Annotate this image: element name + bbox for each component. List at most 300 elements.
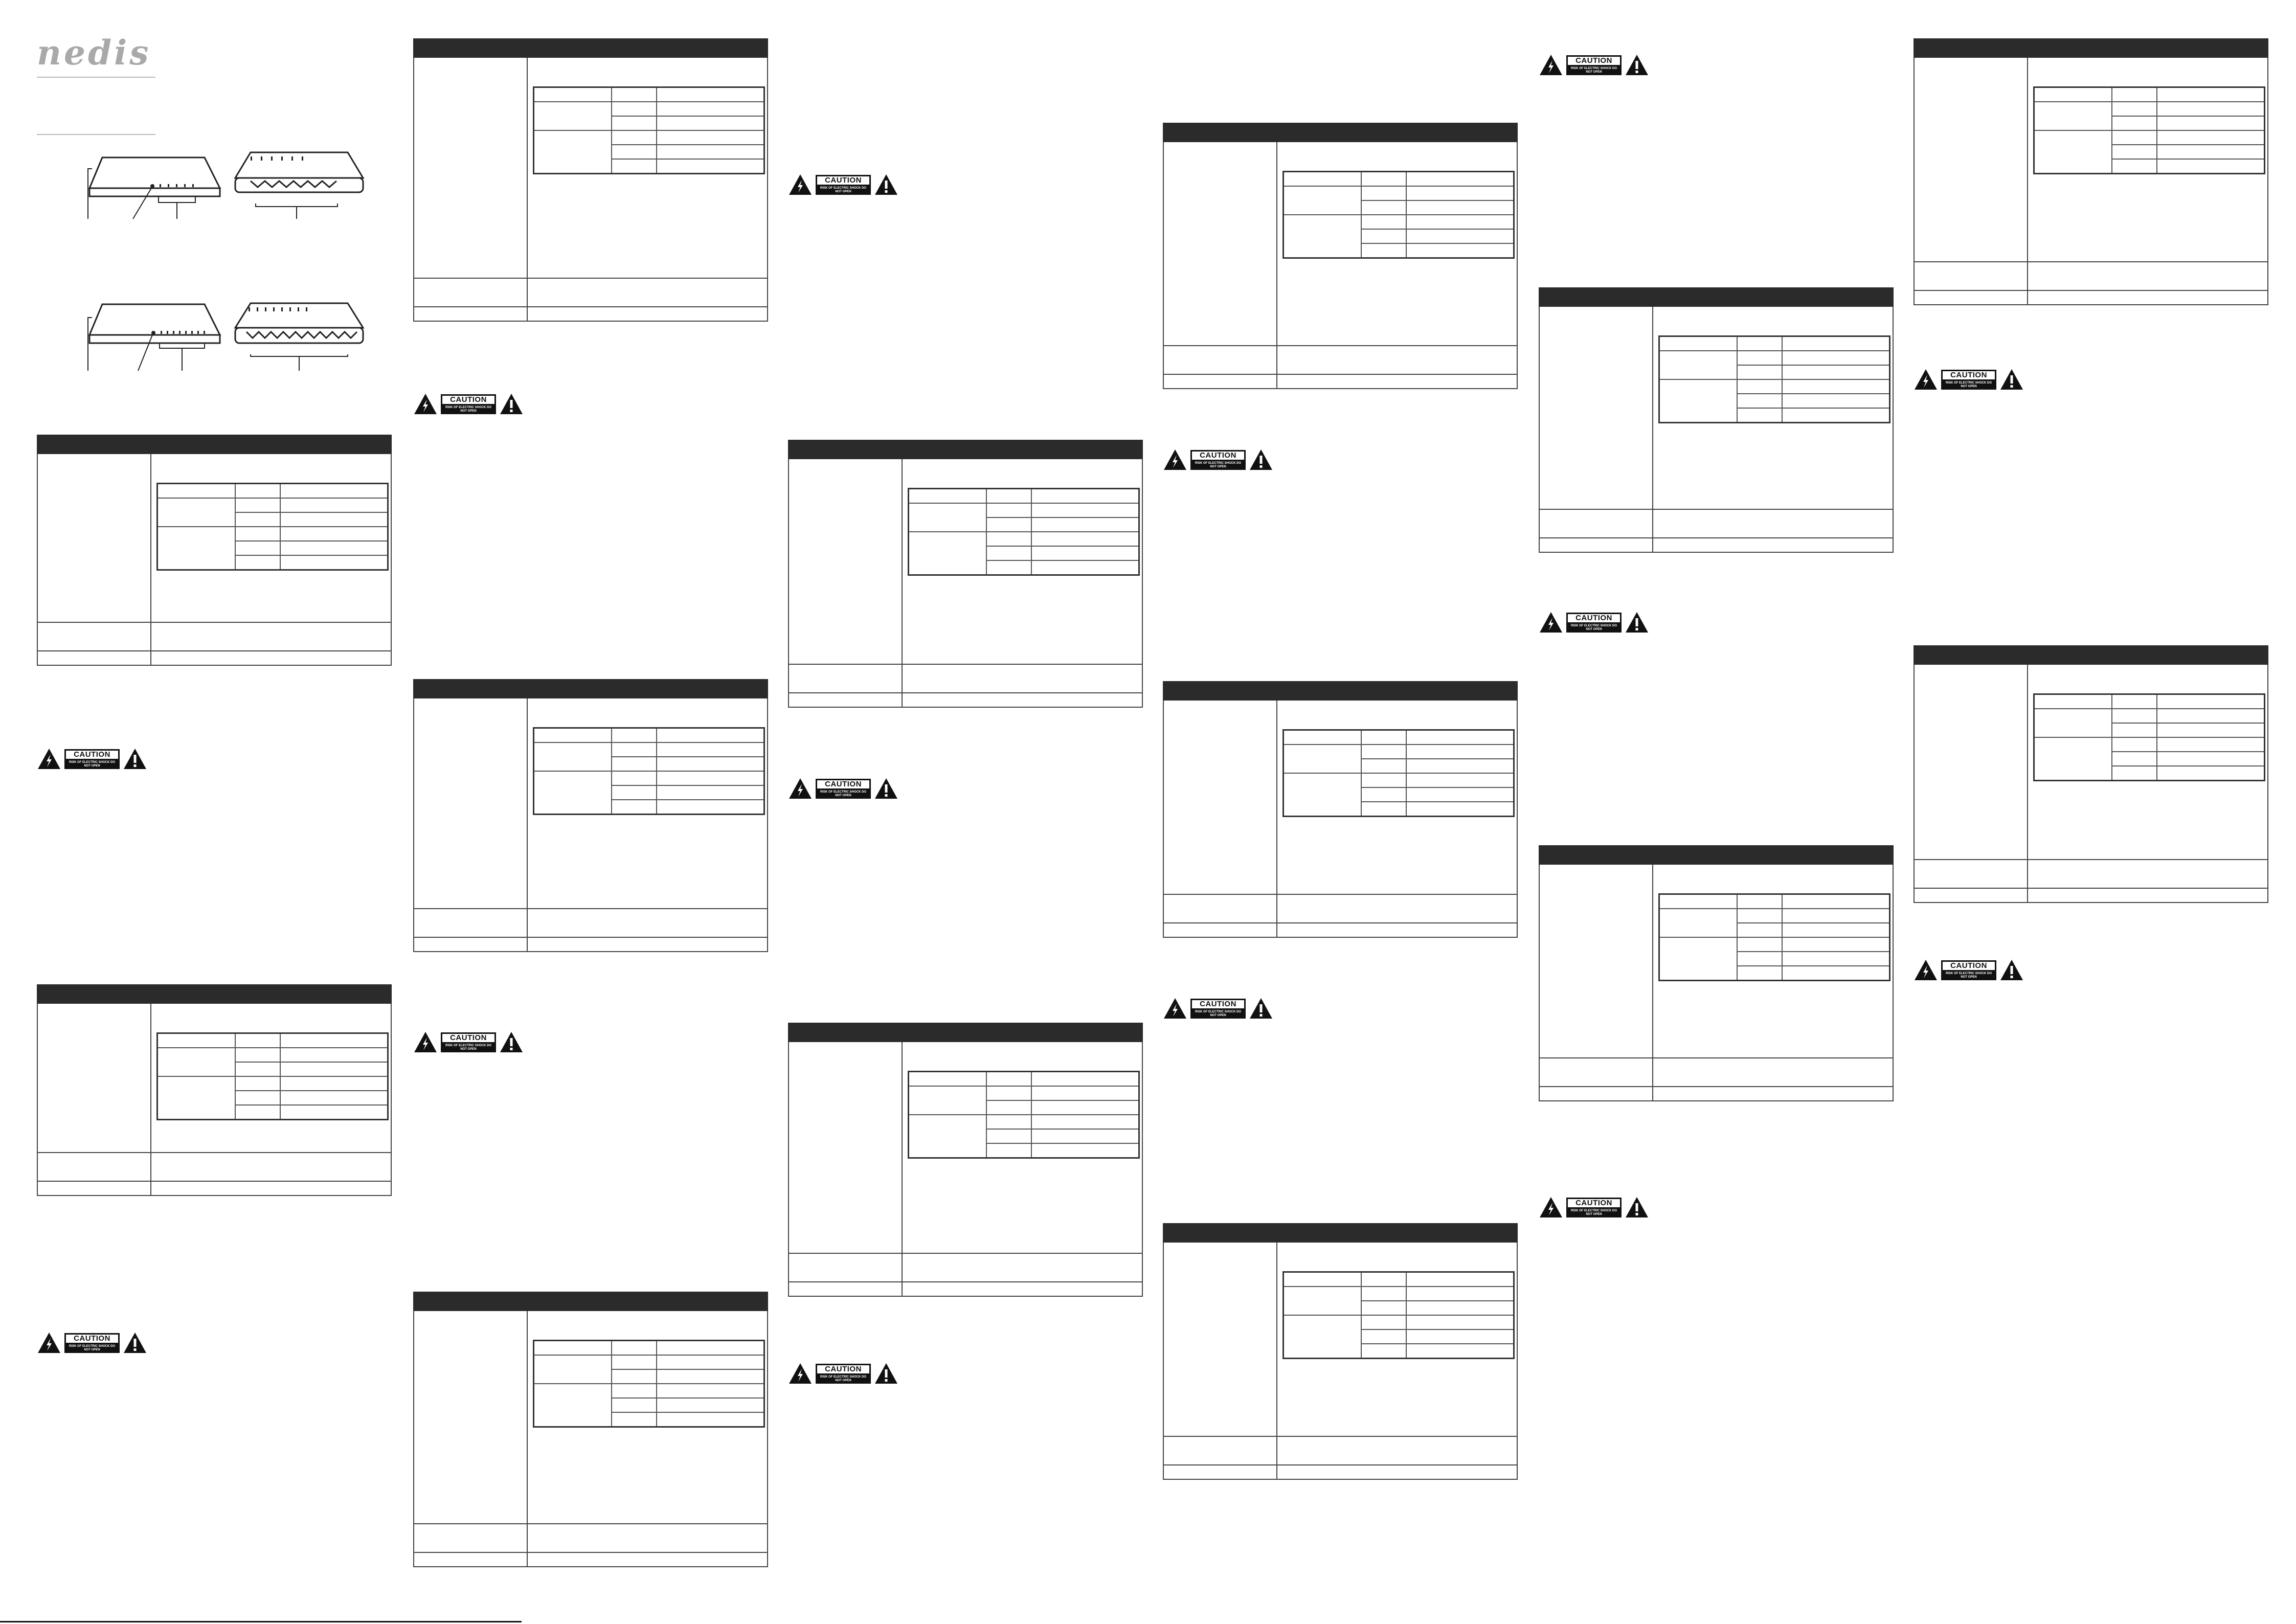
- table-row: [909, 489, 1139, 504]
- spec-row: [1164, 1437, 1517, 1464]
- spec-label-cell: [789, 459, 903, 664]
- spec-value-cell: [151, 651, 391, 665]
- caution-badge: [1190, 999, 1246, 1019]
- caution-title: CAUTION: [1566, 55, 1622, 66]
- spec-value-cell: [151, 1153, 391, 1181]
- spec-label-cell: [1164, 1437, 1277, 1464]
- spec-body: [1914, 58, 2268, 305]
- spec-value-cell: [903, 665, 1142, 692]
- table-row: [157, 1076, 388, 1091]
- table-row: [157, 527, 388, 541]
- spec-label-cell: [1540, 1058, 1653, 1086]
- electric-shock-warning-icon: [413, 393, 438, 415]
- spec-main-row: [1164, 142, 1517, 346]
- table-row: [2034, 694, 2265, 709]
- spec-value-cell: [2028, 262, 2267, 290]
- table-row: [534, 1355, 764, 1369]
- spec-table: [413, 1292, 768, 1567]
- spec-row: [789, 665, 1142, 692]
- spec-table: [413, 38, 768, 322]
- spec-value-cell: [151, 623, 391, 650]
- caution-label: [1539, 611, 1649, 634]
- spec-value-cell: [1277, 923, 1517, 937]
- caution-label: [788, 173, 898, 196]
- spec-label-cell: [789, 665, 903, 692]
- exclamation-warning-icon: [1999, 368, 2024, 391]
- caution-subtitle: RISK OF ELECTRIC SHOCK DO NOT OPEN: [1566, 624, 1622, 633]
- table-row: [534, 1384, 764, 1398]
- spec-header-bar: [37, 984, 392, 1004]
- spec-table: [788, 440, 1143, 708]
- spec-row: [414, 279, 767, 306]
- spec-row: [1164, 895, 1517, 922]
- spec-main-row: [1540, 307, 1893, 510]
- spec-table: [37, 984, 392, 1196]
- caution-badge: [1190, 450, 1246, 470]
- spec-label-cell: [1540, 1087, 1653, 1100]
- exclamation-warning-icon: [1249, 997, 1273, 1020]
- spec-main-row: [414, 58, 767, 279]
- spec-header-bar: [37, 435, 392, 454]
- caution-title: CAUTION: [1566, 613, 1622, 624]
- table-row: [534, 728, 764, 743]
- spec-row: [1915, 860, 2267, 888]
- spec-row: [1164, 1464, 1517, 1479]
- caution-badge: [1566, 1198, 1622, 1217]
- spec-header-bar: [788, 440, 1143, 459]
- table-row: [1284, 1272, 1514, 1287]
- caution-label: [788, 1362, 898, 1385]
- spec-main-row: [38, 1004, 391, 1153]
- spec-body: [788, 1042, 1143, 1297]
- exclamation-warning-icon: [874, 1362, 898, 1385]
- spec-value-cell: [1277, 346, 1517, 374]
- spec-label-cell: [414, 279, 528, 306]
- spec-label-cell: [414, 307, 528, 321]
- spec-label-cell: [414, 58, 528, 278]
- electric-shock-warning-icon: [788, 1362, 813, 1385]
- spec-value-cell: [1277, 142, 1517, 345]
- table-row: [1659, 894, 1890, 909]
- electric-shock-warning-icon: [1914, 368, 1938, 391]
- electric-shock-warning-icon: [1914, 959, 1938, 981]
- spec-row: [1915, 290, 2267, 304]
- spec-label-cell: [1164, 1465, 1277, 1479]
- spec-table: [788, 1023, 1143, 1297]
- spec-label-cell: [1915, 889, 2028, 902]
- caution-label: [37, 1332, 147, 1354]
- spec-row: [789, 692, 1142, 707]
- spec-header-bar: [1539, 845, 1894, 865]
- spec-value-cell: [2028, 665, 2267, 859]
- footer-line: [0, 1621, 522, 1622]
- caution-badge: [441, 1032, 496, 1052]
- section-divider: [37, 134, 155, 135]
- spec-inner-table: [156, 483, 389, 571]
- spec-row: [414, 1552, 767, 1566]
- exclamation-warning-icon: [499, 393, 524, 415]
- spec-label-cell: [1540, 538, 1653, 552]
- exclamation-warning-icon: [123, 748, 147, 770]
- spec-table: [1163, 1223, 1518, 1480]
- spec-label-cell: [38, 1153, 151, 1181]
- spec-main-row: [789, 1042, 1142, 1254]
- spec-label-cell: [1540, 307, 1653, 509]
- spec-inner-table: [1282, 729, 1515, 817]
- exclamation-warning-icon: [123, 1332, 147, 1354]
- electric-shock-warning-icon: [788, 777, 813, 800]
- electric-shock-warning-icon: [1163, 997, 1187, 1020]
- spec-row: [38, 623, 391, 650]
- table-row: [534, 102, 764, 116]
- caution-badge: [816, 175, 871, 195]
- spec-label-cell: [1540, 510, 1653, 537]
- spec-row: [1164, 374, 1517, 388]
- spec-inner-table: [2033, 693, 2265, 781]
- spec-label-cell: [789, 693, 903, 707]
- spec-label-cell: [414, 698, 528, 908]
- caution-label: [1163, 997, 1273, 1020]
- spec-value-cell: [528, 279, 767, 306]
- caution-subtitle: RISK OF ELECTRIC SHOCK DO NOT OPEN: [1566, 66, 1622, 75]
- caution-subtitle: RISK OF ELECTRIC SHOCK DO NOT OPEN: [816, 1375, 871, 1384]
- spec-main-row: [1164, 1243, 1517, 1437]
- table-row: [157, 498, 388, 512]
- spec-row: [414, 937, 767, 951]
- spec-value-cell: [1653, 538, 1893, 552]
- spec-inner-table: [1658, 893, 1890, 981]
- spec-header-bar: [788, 1023, 1143, 1042]
- spec-row: [1540, 510, 1893, 537]
- caution-label: [1539, 54, 1649, 76]
- spec-body: [788, 459, 1143, 708]
- spec-row: [414, 306, 767, 321]
- spec-inner-table: [2033, 86, 2265, 174]
- spec-row: [1540, 537, 1893, 552]
- electric-shock-warning-icon: [1539, 611, 1563, 634]
- spec-main-row: [1915, 665, 2267, 860]
- spec-label-cell: [1915, 262, 2028, 290]
- spec-value-cell: [2028, 860, 2267, 888]
- caution-subtitle: RISK OF ELECTRIC SHOCK DO NOT OPEN: [441, 405, 496, 414]
- table-row: [1659, 379, 1890, 394]
- spec-row: [1915, 888, 2267, 902]
- caution-title: CAUTION: [441, 1032, 496, 1044]
- spec-value-cell: [151, 1004, 391, 1152]
- spec-value-cell: [528, 1524, 767, 1552]
- caution-subtitle: RISK OF ELECTRIC SHOCK DO NOT OPEN: [1941, 381, 1996, 390]
- spec-table: [37, 435, 392, 666]
- spec-label-cell: [1164, 701, 1277, 894]
- spec-row: [414, 1524, 767, 1552]
- spec-label-cell: [414, 938, 528, 951]
- caution-title: CAUTION: [1941, 370, 1996, 381]
- spec-row: [1164, 346, 1517, 374]
- spec-table: [1539, 845, 1894, 1101]
- spec-value-cell: [528, 698, 767, 908]
- spec-main-row: [1540, 865, 1893, 1058]
- spec-value-cell: [528, 938, 767, 951]
- spec-value-cell: [528, 1553, 767, 1566]
- table-row: [157, 1033, 388, 1048]
- table-row: [2034, 102, 2265, 116]
- caution-label: [788, 777, 898, 800]
- logo-underline: [37, 77, 155, 78]
- table-row: [1659, 336, 1890, 351]
- spec-header-bar: [1539, 287, 1894, 307]
- spec-label-cell: [789, 1282, 903, 1296]
- spec-body: [413, 58, 768, 322]
- spec-label-cell: [1164, 375, 1277, 388]
- device-illustration-5port: [82, 147, 389, 224]
- caution-title: CAUTION: [816, 779, 871, 790]
- spec-row: [38, 650, 391, 665]
- spec-label-cell: [789, 1254, 903, 1281]
- table-row: [1284, 215, 1514, 229]
- spec-value-cell: [1277, 701, 1517, 894]
- caution-subtitle: RISK OF ELECTRIC SHOCK DO NOT OPEN: [1190, 1010, 1246, 1019]
- spec-inner-table: [533, 727, 765, 815]
- spec-value-cell: [1277, 1437, 1517, 1464]
- spec-body: [1163, 1243, 1518, 1480]
- spec-label-cell: [1915, 58, 2028, 261]
- brand-block: [37, 33, 155, 78]
- caution-label: [413, 393, 524, 415]
- caution-subtitle: RISK OF ELECTRIC SHOCK DO NOT OPEN: [1566, 1209, 1622, 1217]
- spec-value-cell: [1653, 865, 1893, 1057]
- spec-body: [1914, 665, 2268, 903]
- spec-row: [1540, 1058, 1893, 1086]
- exclamation-warning-icon: [874, 777, 898, 800]
- spec-header-bar: [413, 679, 768, 698]
- spec-value-cell: [2028, 291, 2267, 304]
- spec-value-cell: [528, 307, 767, 321]
- caution-title: CAUTION: [441, 394, 496, 405]
- table-row: [2034, 87, 2265, 102]
- table-row: [1659, 909, 1890, 923]
- caution-title: CAUTION: [64, 1333, 120, 1344]
- spec-value-cell: [151, 1182, 391, 1195]
- spec-label-cell: [1915, 860, 2028, 888]
- electric-shock-warning-icon: [1539, 54, 1563, 76]
- spec-label-cell: [789, 1042, 903, 1253]
- spec-body: [413, 698, 768, 952]
- spec-table: [1163, 123, 1518, 389]
- table-row: [534, 87, 764, 102]
- electric-shock-warning-icon: [413, 1031, 438, 1053]
- spec-header-bar: [1163, 1223, 1518, 1243]
- electric-shock-warning-icon: [37, 748, 61, 770]
- spec-value-cell: [528, 909, 767, 937]
- spec-label-cell: [1164, 346, 1277, 374]
- spec-inner-table: [908, 488, 1140, 576]
- spec-main-row: [1164, 701, 1517, 895]
- table-row: [909, 1072, 1139, 1087]
- table-row: [1284, 745, 1514, 759]
- caution-subtitle: RISK OF ELECTRIC SHOCK DO NOT OPEN: [816, 790, 871, 799]
- table-row: [1284, 1287, 1514, 1301]
- exclamation-warning-icon: [1625, 611, 1649, 634]
- spec-inner-table: [533, 86, 765, 174]
- caution-title: CAUTION: [816, 175, 871, 186]
- spec-value-cell: [1277, 1465, 1517, 1479]
- spec-label-cell: [414, 1524, 528, 1552]
- spec-value-cell: [2028, 58, 2267, 261]
- table-row: [157, 484, 388, 499]
- spec-label-cell: [1915, 291, 2028, 304]
- table-row: [909, 532, 1139, 546]
- caution-title: CAUTION: [816, 1364, 871, 1375]
- caution-subtitle: RISK OF ELECTRIC SHOCK DO NOT OPEN: [1190, 461, 1246, 470]
- caution-badge: [1566, 613, 1622, 633]
- spec-label-cell: [1164, 142, 1277, 345]
- spec-value-cell: [528, 1311, 767, 1523]
- spec-value-cell: [1653, 510, 1893, 537]
- spec-value-cell: [1277, 1243, 1517, 1436]
- exclamation-warning-icon: [1249, 448, 1273, 471]
- exclamation-warning-icon: [1625, 54, 1649, 76]
- device-illustration-8port: [82, 299, 389, 376]
- spec-main-row: [414, 698, 767, 909]
- caution-badge: [441, 394, 496, 414]
- table-row: [2034, 130, 2265, 145]
- caution-title: CAUTION: [1190, 999, 1246, 1010]
- caution-label: [1914, 368, 2024, 391]
- spec-table: [1163, 681, 1518, 938]
- spec-label-cell: [38, 454, 151, 622]
- table-row: [534, 742, 764, 757]
- table-row: [909, 1115, 1139, 1129]
- spec-label-cell: [1164, 1243, 1277, 1436]
- spec-header-bar: [1914, 645, 2268, 665]
- spec-value-cell: [2028, 889, 2267, 902]
- electric-shock-warning-icon: [788, 173, 813, 196]
- caution-label: [1914, 959, 2024, 981]
- caution-subtitle: RISK OF ELECTRIC SHOCK DO NOT OPEN: [64, 760, 120, 769]
- spec-header-bar: [413, 1292, 768, 1311]
- spec-body: [1539, 865, 1894, 1101]
- caution-label: [1163, 448, 1273, 471]
- caution-label: [37, 748, 147, 770]
- spec-label-cell: [414, 1553, 528, 1566]
- spec-main-row: [414, 1311, 767, 1524]
- exclamation-warning-icon: [1625, 1196, 1649, 1219]
- spec-main-row: [38, 454, 391, 623]
- table-row: [2034, 737, 2265, 752]
- table-row: [1284, 730, 1514, 745]
- spec-value-cell: [903, 1042, 1142, 1253]
- table-row: [909, 503, 1139, 517]
- spec-row: [789, 1281, 1142, 1296]
- spec-main-row: [1915, 58, 2267, 262]
- spec-body: [37, 454, 392, 666]
- spec-value-cell: [528, 58, 767, 278]
- electric-shock-warning-icon: [1539, 1196, 1563, 1219]
- spec-value-cell: [903, 459, 1142, 664]
- spec-row: [38, 1181, 391, 1195]
- spec-header-bar: [1163, 681, 1518, 701]
- nedis-logo: nedis: [37, 33, 151, 73]
- table-row: [534, 1341, 764, 1356]
- spec-header-bar: [1163, 123, 1518, 142]
- caution-label: [1539, 1196, 1649, 1219]
- spec-inner-table: [908, 1071, 1140, 1159]
- spec-inner-table: [1282, 171, 1515, 259]
- table-row: [1284, 1315, 1514, 1329]
- spec-label-cell: [1164, 923, 1277, 937]
- table-row: [1284, 186, 1514, 200]
- exclamation-warning-icon: [1999, 959, 2024, 981]
- spec-table: [1914, 645, 2268, 903]
- spec-label-cell: [38, 1182, 151, 1195]
- caution-title: CAUTION: [1190, 450, 1246, 461]
- spec-value-cell: [1653, 307, 1893, 509]
- spec-inner-table: [1282, 1271, 1515, 1359]
- spec-value-cell: [903, 1254, 1142, 1281]
- caution-badge: [1941, 960, 1996, 980]
- spec-label-cell: [38, 651, 151, 665]
- table-row: [909, 1086, 1139, 1100]
- caution-badge: [1941, 370, 1996, 390]
- spec-inner-table: [1658, 335, 1890, 423]
- table-row: [1284, 773, 1514, 787]
- caution-badge: [816, 779, 871, 799]
- spec-table: [1914, 38, 2268, 305]
- spec-label-cell: [38, 623, 151, 650]
- spec-value-cell: [151, 454, 391, 622]
- electric-shock-warning-icon: [1163, 448, 1187, 471]
- table-row: [157, 1048, 388, 1062]
- spec-row: [789, 1254, 1142, 1281]
- caution-subtitle: RISK OF ELECTRIC SHOCK DO NOT OPEN: [64, 1344, 120, 1353]
- caution-subtitle: RISK OF ELECTRIC SHOCK DO NOT OPEN: [1941, 972, 1996, 980]
- spec-label-cell: [38, 1004, 151, 1152]
- spec-body: [37, 1004, 392, 1196]
- spec-label-cell: [1540, 865, 1653, 1057]
- caution-title: CAUTION: [1566, 1198, 1622, 1209]
- caution-badge: [1566, 55, 1622, 75]
- spec-value-cell: [903, 1282, 1142, 1296]
- spec-value-cell: [1653, 1087, 1893, 1100]
- spec-body: [1163, 701, 1518, 938]
- spec-header-bar: [413, 38, 768, 58]
- spec-inner-table: [533, 1340, 765, 1428]
- caution-badge: [816, 1364, 871, 1384]
- spec-label-cell: [1915, 665, 2028, 859]
- caution-badge: [64, 749, 120, 769]
- spec-table: [413, 679, 768, 952]
- spec-label-cell: [414, 909, 528, 937]
- caution-subtitle: RISK OF ELECTRIC SHOCK DO NOT OPEN: [441, 1044, 496, 1052]
- caution-subtitle: RISK OF ELECTRIC SHOCK DO NOT OPEN: [816, 186, 871, 195]
- spec-table: [1539, 287, 1894, 553]
- spec-row: [1915, 262, 2267, 290]
- spec-body: [1539, 307, 1894, 553]
- exclamation-warning-icon: [874, 173, 898, 196]
- table-row: [2034, 709, 2265, 723]
- spec-label-cell: [414, 1311, 528, 1523]
- spec-main-row: [789, 459, 1142, 665]
- exclamation-warning-icon: [499, 1031, 524, 1053]
- table-row: [534, 771, 764, 785]
- table-row: [1284, 172, 1514, 187]
- caution-title: CAUTION: [1941, 960, 1996, 972]
- electric-shock-warning-icon: [37, 1332, 61, 1354]
- spec-value-cell: [1277, 895, 1517, 922]
- spec-row: [1164, 922, 1517, 937]
- spec-row: [38, 1153, 391, 1181]
- spec-value-cell: [1277, 375, 1517, 388]
